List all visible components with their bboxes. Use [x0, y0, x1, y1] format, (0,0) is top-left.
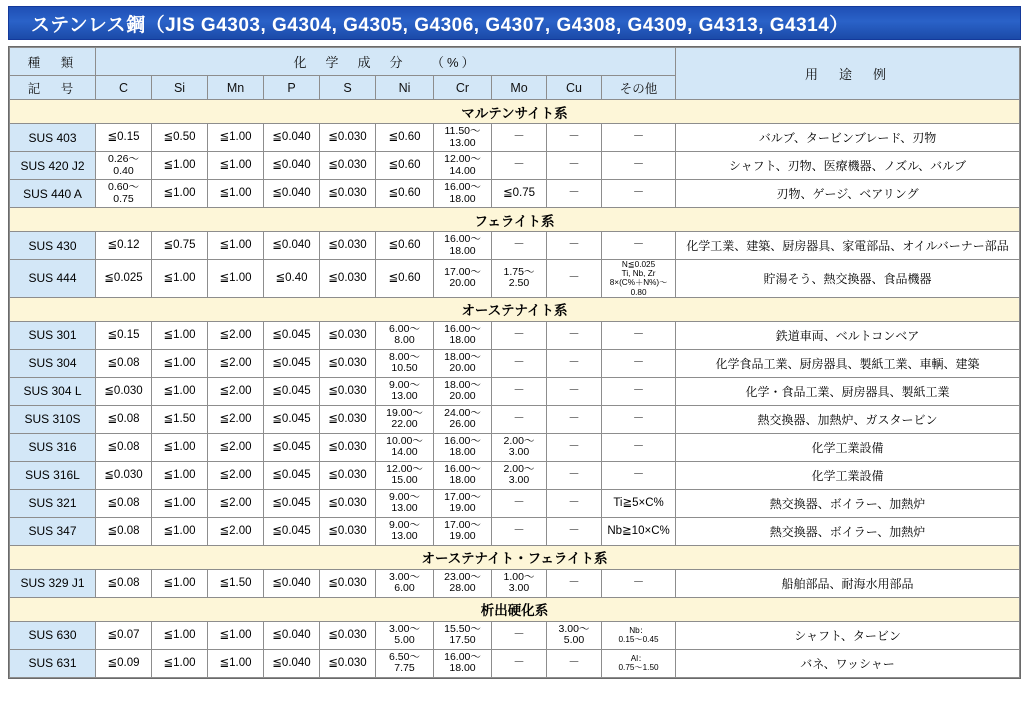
table-row [10, 621, 1020, 649]
value-cell-cu: － [547, 461, 602, 489]
value-cell-si: ≦1.00 [152, 321, 208, 349]
value-cell-c: 0.26～ 0.40 [96, 152, 152, 180]
grade-cell: SUS 440 A [10, 180, 96, 208]
table-row [10, 461, 1020, 489]
grade-cell: SUS 304 L [10, 377, 96, 405]
value-cell-mn: ≦2.00 [208, 377, 264, 405]
value-cell-mn: ≦1.00 [208, 152, 264, 180]
table-row [10, 124, 1020, 152]
value-cell-cu: － [547, 517, 602, 545]
group-name: 析出硬化系 [10, 597, 1020, 621]
grade-cell: SUS 403 [10, 124, 96, 152]
value-cell-mn: ≦2.00 [208, 321, 264, 349]
table-row [10, 321, 1020, 349]
page-title-bar [8, 6, 1021, 40]
value-cell-cr: 24.00～ 26.00 [434, 405, 492, 433]
header-element-other: その他 [602, 76, 676, 100]
value-cell-mn: ≦1.50 [208, 569, 264, 597]
value-cell-other: － [602, 321, 676, 349]
value-cell-cr: 16.00～ 18.00 [434, 649, 492, 677]
group-name: オーステナイト・フェライト系 [10, 545, 1020, 569]
value-cell-mn: ≦1.00 [208, 180, 264, 208]
header-kind-line2: 記 号 [10, 76, 96, 100]
value-cell-ni: 6.50～ 7.75 [376, 649, 434, 677]
value-cell-s: ≦0.030 [320, 621, 376, 649]
value-cell-cu: － [547, 321, 602, 349]
value-cell-cu: － [547, 180, 602, 208]
header-element-s: S [320, 76, 376, 100]
value-cell-ni: 9.00～ 13.00 [376, 517, 434, 545]
value-cell-p: ≦0.040 [264, 569, 320, 597]
value-cell-c: ≦0.08 [96, 433, 152, 461]
value-cell-mn: ≦1.00 [208, 124, 264, 152]
grade-cell: SUS 310S [10, 405, 96, 433]
value-cell-si: ≦1.00 [152, 461, 208, 489]
value-cell-s: ≦0.030 [320, 489, 376, 517]
value-cell-si: ≦1.00 [152, 349, 208, 377]
value-cell-c: ≦0.09 [96, 649, 152, 677]
value-cell-mn: ≦1.00 [208, 232, 264, 260]
value-cell-p: ≦0.040 [264, 621, 320, 649]
value-cell-s: ≦0.030 [320, 569, 376, 597]
value-cell-mo: － [492, 517, 547, 545]
value-cell-s: ≦0.030 [320, 649, 376, 677]
group-header-row [10, 297, 1020, 321]
value-cell-c: ≦0.08 [96, 569, 152, 597]
value-cell-s: ≦0.030 [320, 461, 376, 489]
value-cell-si: ≦1.00 [152, 433, 208, 461]
group-name: マルテンサイト系 [10, 100, 1020, 124]
grade-cell: SUS 316 [10, 433, 96, 461]
header-element-mn: Mn [208, 76, 264, 100]
use-example-cell: 熱交換器、ボイラー、加熱炉 [676, 489, 1020, 517]
value-cell-si: ≦1.50 [152, 405, 208, 433]
value-cell-mo: － [492, 321, 547, 349]
value-cell-mo: 1.00～ 3.00 [492, 569, 547, 597]
group-header-row [10, 208, 1020, 232]
value-cell-mo: － [492, 124, 547, 152]
value-cell-s: ≦0.030 [320, 232, 376, 260]
value-cell-other: Ti≧5×C% [602, 489, 676, 517]
value-cell-p: ≦0.045 [264, 461, 320, 489]
value-cell-p: ≦0.040 [264, 152, 320, 180]
value-cell-cr: 16.00～ 18.00 [434, 433, 492, 461]
use-example-cell: 刃物、ゲージ、ベアリング [676, 180, 1020, 208]
value-cell-cu: － [547, 405, 602, 433]
value-cell-si: ≦1.00 [152, 621, 208, 649]
value-cell-ni: ≦0.60 [376, 180, 434, 208]
grade-cell: SUS 631 [10, 649, 96, 677]
value-cell-s: ≦0.030 [320, 377, 376, 405]
header-kind-line1: 種 類 [10, 48, 96, 76]
value-cell-si: ≦1.00 [152, 180, 208, 208]
value-cell-p: ≦0.045 [264, 517, 320, 545]
value-cell-ni: 3.00～ 6.00 [376, 569, 434, 597]
grade-cell: SUS 304 [10, 349, 96, 377]
value-cell-p: ≦0.045 [264, 489, 320, 517]
value-cell-cr: 16.00～ 18.00 [434, 180, 492, 208]
header-element-si: Si [152, 76, 208, 100]
value-cell-cr: 17.00～ 19.00 [434, 517, 492, 545]
value-cell-si: ≦1.00 [152, 489, 208, 517]
use-example-cell: シャフト、タービン [676, 621, 1020, 649]
value-cell-si: ≦0.75 [152, 232, 208, 260]
group-header-row [10, 545, 1020, 569]
value-cell-cr: 16.00～ 18.00 [434, 321, 492, 349]
grade-cell: SUS 301 [10, 321, 96, 349]
table-body [10, 100, 1020, 678]
table-row [10, 232, 1020, 260]
value-cell-cu: － [547, 124, 602, 152]
header-element-c: C [96, 76, 152, 100]
value-cell-cu: － [547, 569, 602, 597]
value-cell-cr: 23.00～ 28.00 [434, 569, 492, 597]
value-cell-cr: 18.00～ 20.00 [434, 377, 492, 405]
value-cell-cr: 18.00～ 20.00 [434, 349, 492, 377]
value-cell-cr: 16.00～ 18.00 [434, 461, 492, 489]
value-cell-mo: － [492, 232, 547, 260]
value-cell-mo: － [492, 152, 547, 180]
value-cell-mo: － [492, 621, 547, 649]
value-cell-cr: 11.50～ 13.00 [434, 124, 492, 152]
stainless-steel-spec-table [9, 47, 1020, 678]
value-cell-si: ≦1.00 [152, 517, 208, 545]
value-cell-s: ≦0.030 [320, 405, 376, 433]
table-row [10, 377, 1020, 405]
value-cell-mo: 2.00～ 3.00 [492, 461, 547, 489]
value-cell-c: ≦0.025 [96, 260, 152, 298]
header-element-mo: Mo [492, 76, 547, 100]
value-cell-mn: ≦2.00 [208, 517, 264, 545]
value-cell-cu: 3.00～ 5.00 [547, 621, 602, 649]
value-cell-cu: － [547, 489, 602, 517]
value-cell-ni: 19.00～ 22.00 [376, 405, 434, 433]
spec-table-container [8, 46, 1021, 679]
value-cell-other: － [602, 180, 676, 208]
table-row [10, 152, 1020, 180]
table-row [10, 349, 1020, 377]
value-cell-other: － [602, 349, 676, 377]
value-cell-cu: － [547, 152, 602, 180]
table-row [10, 260, 1020, 298]
header-element-cu: Cu [547, 76, 602, 100]
table-row [10, 405, 1020, 433]
value-cell-cu: － [547, 232, 602, 260]
grade-cell: SUS 420 J2 [10, 152, 96, 180]
value-cell-ni: ≦0.60 [376, 232, 434, 260]
value-cell-si: ≦0.50 [152, 124, 208, 152]
value-cell-cr: 12.00～ 14.00 [434, 152, 492, 180]
use-example-cell: 熱交換器、ボイラー、加熱炉 [676, 517, 1020, 545]
value-cell-ni: 8.00～ 10.50 [376, 349, 434, 377]
page-title: ステンレス鋼（JIS G4303, G4304, G4305, G4306, G4307, G4308, G4309, G4313, G4314） [31, 14, 849, 36]
value-cell-ni: 6.00～ 8.00 [376, 321, 434, 349]
value-cell-s: ≦0.030 [320, 152, 376, 180]
use-example-cell: 貯湯そう、熱交換器、食品機器 [676, 260, 1020, 298]
header-element-cr: Cr [434, 76, 492, 100]
table-row [10, 489, 1020, 517]
value-cell-other: － [602, 124, 676, 152]
use-example-cell: 化学工業設備 [676, 461, 1020, 489]
header-row-1 [10, 48, 1020, 76]
value-cell-c: ≦0.15 [96, 321, 152, 349]
value-cell-p: ≦0.045 [264, 321, 320, 349]
value-cell-ni: ≦0.60 [376, 152, 434, 180]
group-header-row [10, 100, 1020, 124]
value-cell-cr: 17.00～ 20.00 [434, 260, 492, 298]
group-name: オーステナイト系 [10, 297, 1020, 321]
value-cell-si: ≦1.00 [152, 260, 208, 298]
use-example-cell: 化学工業、建築、厨房器具、家電部品、オイルバーナー部品 [676, 232, 1020, 260]
value-cell-si: ≦1.00 [152, 152, 208, 180]
value-cell-s: ≦0.030 [320, 321, 376, 349]
value-cell-mo: ≦0.75 [492, 180, 547, 208]
value-cell-c: ≦0.030 [96, 461, 152, 489]
grade-cell: SUS 316L [10, 461, 96, 489]
use-example-cell: 船舶部品、耐海水用部品 [676, 569, 1020, 597]
value-cell-s: ≦0.030 [320, 124, 376, 152]
value-cell-mn: ≦2.00 [208, 349, 264, 377]
value-cell-ni: 10.00～ 14.00 [376, 433, 434, 461]
value-cell-s: ≦0.030 [320, 180, 376, 208]
value-cell-cu: － [547, 260, 602, 298]
value-cell-s: ≦0.030 [320, 349, 376, 377]
use-example-cell: 化学・食品工業、厨房器具、製紙工業 [676, 377, 1020, 405]
value-cell-c: 0.60～ 0.75 [96, 180, 152, 208]
value-cell-c: ≦0.12 [96, 232, 152, 260]
grade-cell: SUS 321 [10, 489, 96, 517]
table-row [10, 433, 1020, 461]
value-cell-ni: 9.00～ 13.00 [376, 377, 434, 405]
grade-cell: SUS 444 [10, 260, 96, 298]
value-cell-p: ≦0.045 [264, 433, 320, 461]
value-cell-mn: ≦1.00 [208, 621, 264, 649]
value-cell-ni: ≦0.60 [376, 124, 434, 152]
page-root [0, 6, 1029, 712]
value-cell-cr: 16.00～ 18.00 [434, 232, 492, 260]
header-chemical-composition: 化 学 成 分 （%） [96, 48, 676, 76]
value-cell-mn: ≦2.00 [208, 461, 264, 489]
value-cell-mo: － [492, 405, 547, 433]
use-example-cell: シャフト、刃物、医療機器、ノズル、バルブ [676, 152, 1020, 180]
value-cell-p: ≦0.045 [264, 377, 320, 405]
value-cell-cu: － [547, 649, 602, 677]
value-cell-ni: 9.00～ 13.00 [376, 489, 434, 517]
grade-cell: SUS 347 [10, 517, 96, 545]
value-cell-p: ≦0.040 [264, 232, 320, 260]
value-cell-mo: － [492, 489, 547, 517]
value-cell-cu: － [547, 433, 602, 461]
header-element-p: P [264, 76, 320, 100]
table-header [10, 48, 1020, 100]
value-cell-mo: 2.00～ 3.00 [492, 433, 547, 461]
value-cell-mo: 1.75～ 2.50 [492, 260, 547, 298]
use-example-cell: バルブ、タービンブレード、刃物 [676, 124, 1020, 152]
value-cell-c: ≦0.08 [96, 349, 152, 377]
value-cell-other: － [602, 152, 676, 180]
value-cell-si: ≦1.00 [152, 649, 208, 677]
value-cell-other: － [602, 569, 676, 597]
value-cell-mn: ≦2.00 [208, 433, 264, 461]
value-cell-cr: 17.00～ 19.00 [434, 489, 492, 517]
value-cell-mo: － [492, 349, 547, 377]
value-cell-cr: 15.50～ 17.50 [434, 621, 492, 649]
value-cell-cu: － [547, 377, 602, 405]
table-row [10, 180, 1020, 208]
value-cell-c: ≦0.030 [96, 377, 152, 405]
table-row [10, 569, 1020, 597]
use-example-cell: 化学工業設備 [676, 433, 1020, 461]
value-cell-other: N≦0.025 Ti, Nb, Zr 8×(C%＋N%)～0.80 [602, 260, 676, 298]
value-cell-s: ≦0.030 [320, 433, 376, 461]
value-cell-other: － [602, 232, 676, 260]
table-row [10, 517, 1020, 545]
value-cell-cu: － [547, 349, 602, 377]
value-cell-mo: － [492, 649, 547, 677]
grade-cell: SUS 430 [10, 232, 96, 260]
value-cell-p: ≦0.040 [264, 649, 320, 677]
value-cell-mn: ≦1.00 [208, 260, 264, 298]
value-cell-other: － [602, 377, 676, 405]
use-example-cell: 化学食品工業、厨房器具、製紙工業、車輌、建築 [676, 349, 1020, 377]
value-cell-p: ≦0.045 [264, 405, 320, 433]
value-cell-p: ≦0.045 [264, 349, 320, 377]
table-row [10, 649, 1020, 677]
value-cell-mo: － [492, 377, 547, 405]
use-example-cell: 熱交換器、加熱炉、ガスタービン [676, 405, 1020, 433]
value-cell-other: － [602, 433, 676, 461]
value-cell-other: Nb≧10×C% [602, 517, 676, 545]
use-example-cell: バネ、ワッシャー [676, 649, 1020, 677]
value-cell-other: － [602, 461, 676, 489]
value-cell-other: Nb： 0.15～0.45 [602, 621, 676, 649]
value-cell-c: ≦0.08 [96, 517, 152, 545]
header-element-ni: Ni [376, 76, 434, 100]
use-example-cell: 鉄道車両、ベルトコンベア [676, 321, 1020, 349]
value-cell-c: ≦0.07 [96, 621, 152, 649]
value-cell-c: ≦0.15 [96, 124, 152, 152]
value-cell-ni: 3.00～ 5.00 [376, 621, 434, 649]
value-cell-p: ≦0.040 [264, 124, 320, 152]
group-header-row [10, 597, 1020, 621]
value-cell-p: ≦0.40 [264, 260, 320, 298]
group-name: フェライト系 [10, 208, 1020, 232]
value-cell-mn: ≦2.00 [208, 405, 264, 433]
value-cell-mn: ≦1.00 [208, 649, 264, 677]
grade-cell: SUS 329 J1 [10, 569, 96, 597]
header-use-example: 用 途 例 [676, 48, 1020, 100]
value-cell-s: ≦0.030 [320, 260, 376, 298]
grade-cell: SUS 630 [10, 621, 96, 649]
value-cell-ni: 12.00～ 15.00 [376, 461, 434, 489]
value-cell-si: ≦1.00 [152, 377, 208, 405]
value-cell-c: ≦0.08 [96, 489, 152, 517]
value-cell-p: ≦0.040 [264, 180, 320, 208]
value-cell-mn: ≦2.00 [208, 489, 264, 517]
value-cell-ni: ≦0.60 [376, 260, 434, 298]
value-cell-c: ≦0.08 [96, 405, 152, 433]
value-cell-s: ≦0.030 [320, 517, 376, 545]
value-cell-other: Al： 0.75～1.50 [602, 649, 676, 677]
value-cell-si: ≦1.00 [152, 569, 208, 597]
value-cell-other: － [602, 405, 676, 433]
